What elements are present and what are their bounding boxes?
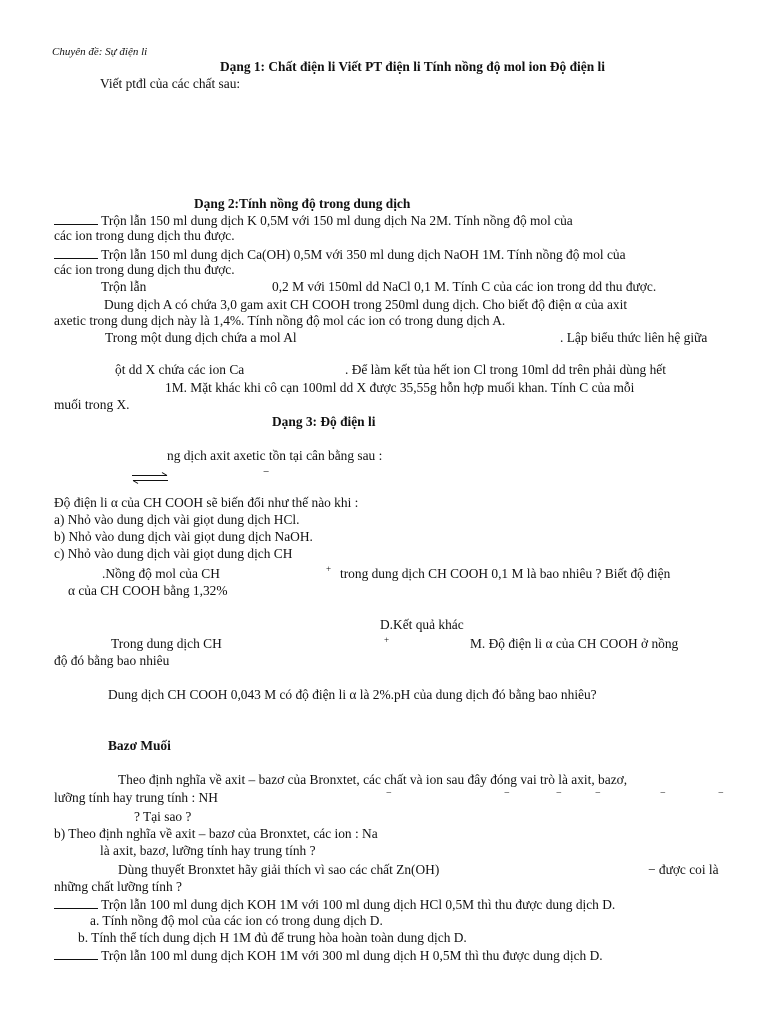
text-line: c) Nhỏ vào dung dịch vài giọt dung dịch CH bbox=[54, 546, 293, 561]
text-line: Viết ptđl của các chất sau: bbox=[100, 76, 241, 91]
text-line: Trộn lẫn 100 ml dung dịch KOH 1M với 100 ml dung dịch HCl 0,5M thì thu được dung dịch D. bbox=[54, 896, 615, 913]
blank-underline bbox=[54, 246, 98, 259]
ion-charge: − bbox=[263, 466, 270, 478]
ion-charge: + bbox=[384, 635, 390, 645]
text-line: ? Tại sao ? bbox=[134, 809, 192, 824]
text-line: những chất lưỡng tính ? bbox=[54, 879, 182, 894]
section-title-2: Dạng 2:Tính nồng độ trong dung dịch bbox=[194, 196, 411, 211]
text-line: . Lập biểu thức liên hệ giữa bbox=[560, 330, 708, 345]
ion-charge: − bbox=[504, 788, 510, 799]
ion-charge: − bbox=[718, 788, 724, 799]
ion-charge: − bbox=[595, 788, 601, 799]
section-title-4: Bazơ Muối bbox=[108, 738, 171, 753]
text-line: Dung dịch CH COOH 0,043 M có độ điện li α là 2%.pH của dung dịch đó bằng bao nhiêu? bbox=[108, 687, 597, 702]
text-line: b. Tính thể tích dung dịch H 1M đủ để trung hòa hoàn toàn dung dịch D. bbox=[78, 930, 467, 945]
text-line: muối trong X. bbox=[54, 397, 130, 412]
text-line: axetic trong dung dịch này là 1,4%. Tính nồng độ mol các ion có trong dung dịch A. bbox=[54, 313, 506, 328]
text-line: ột dd X chứa các ion Ca bbox=[115, 362, 245, 377]
section-title-3: Dạng 3: Độ điện li bbox=[272, 414, 376, 429]
text-line: ng dịch axit axetic tồn tại cân bằng sau : bbox=[167, 448, 383, 463]
text-line: Trộn lẫn 150 ml dung dịch Ca(OH) 0,5M với 350 ml dung dịch NaOH 1M. Tính nồng độ mol của bbox=[54, 246, 626, 263]
text-line: M. Độ điện li α của CH COOH ở nồng bbox=[470, 636, 679, 651]
text-line: Trộn lẫn bbox=[101, 279, 147, 294]
text-line: Trộn lẫn 100 ml dung dịch KOH 1M với 300 ml dung dịch H 0,5M thì thu được dung dịch D. bbox=[54, 947, 603, 964]
text-line: Trộn lẫn 150 ml dung dịch K 0,5M với 150 ml dung dịch Na 2M. Tính nồng độ mol của bbox=[54, 212, 573, 229]
ion-charge: + bbox=[326, 564, 332, 574]
text-line: Dung dịch A có chứa 3,0 gam axit CH COOH trong 250ml dung dịch. Cho biết độ điện α của axit bbox=[104, 297, 628, 312]
text-line: độ đó bằng bao nhiêu bbox=[54, 653, 170, 668]
text-line: 0,2 M với 150ml dd NaCl 0,1 M. Tính C của các ion trong dd thu được. bbox=[272, 279, 657, 294]
text-line: Theo định nghĩa về axit – bazơ của Bronxtet, các chất và ion sau đây đóng vai trò là axit, bazơ, bbox=[118, 772, 628, 787]
text-line: − được coi là bbox=[648, 862, 719, 877]
equilibrium-arrows-icon bbox=[131, 472, 169, 484]
text-line: b) Nhỏ vào dung dịch vài giọt dung dịch NaOH. bbox=[54, 529, 313, 544]
text-line: 1M. Mặt khác khi cô cạn 100ml dd X được 35,55g hỗn hợp muối khan. Tính C của mỗi bbox=[165, 380, 635, 395]
text-line: .Nồng độ mol của CH bbox=[102, 566, 220, 581]
text-line: . Để làm kết tủa hết ion Cl trong 10ml dd trên phải dùng hết bbox=[345, 362, 666, 377]
blank-underline bbox=[54, 896, 98, 909]
text-line: b) Theo định nghĩa về axit – bazơ của Bronxtet, các ion : Na bbox=[54, 826, 378, 841]
text-line: các ion trong dung dịch thu được. bbox=[54, 262, 235, 277]
ion-charge: − bbox=[386, 788, 392, 799]
blank-underline bbox=[54, 947, 98, 960]
text-line: Độ điện li α của CH COOH sẽ biến đổi như thế nào khi : bbox=[54, 495, 359, 510]
text-line: các ion trong dung dịch thu được. bbox=[54, 228, 235, 243]
text-line: lưỡng tính hay trung tính : NH bbox=[54, 790, 218, 805]
text-line: là axit, bazơ, lưỡng tính hay trung tính ? bbox=[100, 843, 316, 858]
text-line: α của CH COOH bằng 1,32% bbox=[68, 583, 228, 598]
text-line: a) Nhỏ vào dung dịch vài giọt dung dịch HCl. bbox=[54, 512, 300, 527]
text-line: Trong một dung dịch chứa a mol Al bbox=[105, 330, 297, 345]
document-header: Chuyên đề: Sự điện li bbox=[52, 46, 148, 58]
text-line: a. Tính nồng độ mol của các ion có trong dung dịch D. bbox=[90, 913, 383, 928]
ion-charge: − bbox=[556, 788, 562, 799]
text-line: Trong dung dịch CH bbox=[111, 636, 222, 651]
blank-underline bbox=[54, 212, 98, 225]
text-line: Dùng thuyết Bronxtet hãy giải thích vì sao các chất Zn(OH) bbox=[118, 862, 440, 877]
section-title-1: Dạng 1: Chất điện li Viết PT điện li Tính nồng độ mol ion Độ điện li bbox=[220, 59, 605, 74]
answer-option-d: D.Kết quả khác bbox=[380, 617, 464, 632]
text-line: trong dung dịch CH COOH 0,1 M là bao nhiêu ? Biết độ điện bbox=[340, 566, 671, 581]
ion-charge: − bbox=[660, 788, 666, 799]
